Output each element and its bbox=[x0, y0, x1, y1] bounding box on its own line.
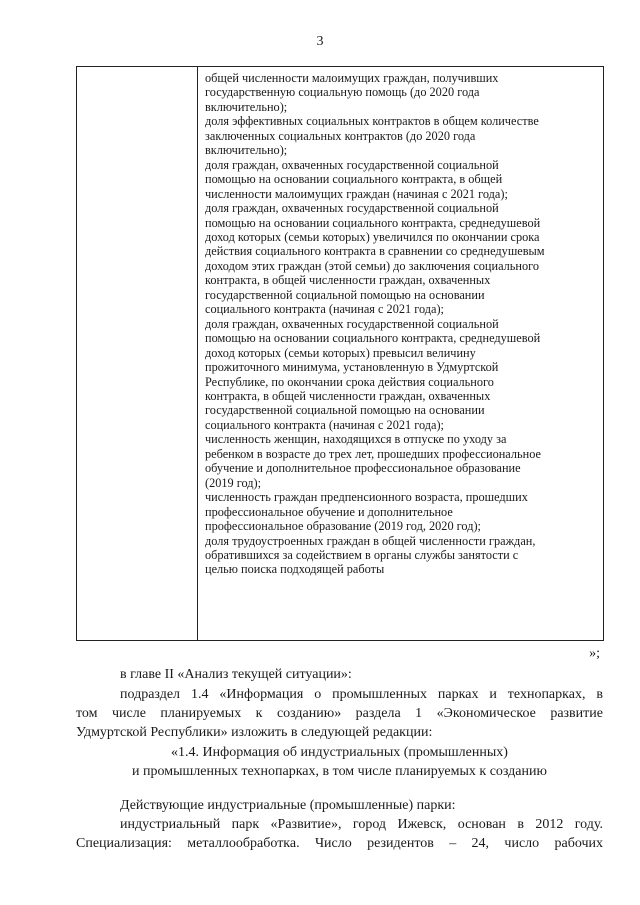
indicator-line: государственной социальной помощью на основании bbox=[205, 403, 485, 418]
indicator-line: численность граждан предпенсионного возраста, прошедших bbox=[205, 490, 528, 505]
subsection-instruction-line2: том числе планируемых к созданию» раздела 1 «Экономическое развитие bbox=[76, 706, 603, 721]
indicator-line: помощью на основании социального контракта, в общей bbox=[205, 172, 503, 187]
indicator-line: доля граждан, охваченных государственной социальной bbox=[205, 316, 499, 331]
indicator-line: помощью на основании социального контракта, среднедушевой bbox=[205, 331, 541, 346]
indicator-line: контракта, в общей численности граждан, охваченных bbox=[205, 273, 491, 288]
chapter-instruction: в главе II «Анализ текущей ситуации»: bbox=[120, 667, 352, 682]
indicator-line: доход которых (семьи которых) превысил величину bbox=[205, 345, 476, 360]
indicator-line: ребенком в возрасте до трех лет, прошедших профессиональное bbox=[205, 446, 541, 461]
table-column-divider bbox=[197, 67, 198, 640]
parks-intro: Действующие индустриальные (промышленные) парки: bbox=[120, 798, 456, 813]
indicator-line: профессиональное обучение и дополнительное bbox=[205, 504, 453, 519]
indicator-line: профессиональное образование (2019 год, 2020 год); bbox=[205, 519, 481, 534]
indicator-line: (2019 год); bbox=[205, 475, 262, 490]
indicator-line: доля трудоустроенных граждан в общей численности граждан, bbox=[205, 533, 536, 548]
indicator-line: государственную социальную помощь (до 2020 года bbox=[205, 85, 480, 100]
indicator-line: социального контракта (начиная с 2021 года); bbox=[205, 417, 444, 432]
indicator-line: государственной социальной помощью на основании bbox=[205, 287, 485, 302]
indicator-line: прожиточного минимума, установленную в Удмуртской bbox=[205, 360, 499, 375]
indicator-table bbox=[76, 66, 604, 641]
indicator-line: доля эффективных социальных контрактов в общем количестве bbox=[205, 114, 539, 129]
indicator-line: социального контракта (начиная с 2021 года); bbox=[205, 302, 444, 317]
page-number: 3 bbox=[316, 34, 324, 49]
indicator-line: численность женщин, находящихся в отпуске по уходу за bbox=[205, 432, 507, 447]
section-heading-line2: и промышленных технопарках, в том числе планируемых к созданию bbox=[132, 764, 547, 779]
indicator-line: включительно); bbox=[205, 99, 288, 114]
indicator-line: обратившихся за содействием в органы службы занятости с bbox=[205, 547, 519, 562]
indicator-line: доход которых (семьи которых) увеличился по окончании срока bbox=[205, 229, 540, 244]
indicator-line: контракта, в общей численности граждан, охваченных bbox=[205, 388, 491, 403]
subsection-instruction-line1: подраздел 1.4 «Информация о промышленных парках и технопарках, в bbox=[120, 687, 603, 702]
indicator-line: обучение и дополнительное профессиональное образование bbox=[205, 461, 521, 476]
indicators-cell bbox=[205, 71, 597, 577]
indicator-line: помощью на основании социального контракта, среднедушевой bbox=[205, 215, 541, 230]
indicator-line: заключенных социальных контрактов (до 2020 года bbox=[205, 128, 476, 143]
indicator-line: включительно); bbox=[205, 143, 288, 158]
park-description-line2: Специализация: металлообработка. Число резидентов – 24, число рабочих bbox=[76, 836, 603, 851]
indicator-line: общей численности малоимущих граждан, получивших bbox=[205, 71, 499, 85]
park-description-line1: индустриальный парк «Развитие», город Ижевск, основан в 2012 году. bbox=[120, 817, 603, 832]
indicator-line: действия социального контракта в сравнении со среднедушевым bbox=[205, 244, 545, 259]
subsection-instruction-line3: Удмуртской Республики» изложить в следующей редакции: bbox=[76, 725, 433, 740]
indicator-line: доля граждан, охваченных государственной социальной bbox=[205, 201, 499, 216]
indicator-line: доходом этих граждан (этой семьи) до заключения социального bbox=[205, 258, 540, 273]
indicator-line: численности малоимущих граждан (начиная с 2021 года); bbox=[205, 186, 508, 201]
indicator-line: доля граждан, охваченных государственной социальной bbox=[205, 157, 499, 172]
closing-quote: »; bbox=[589, 646, 600, 661]
indicator-line: Республике, по окончании срока действия социального bbox=[205, 374, 494, 389]
indicator-line: целью поиска подходящей работы bbox=[205, 562, 385, 577]
section-heading-line1: «1.4. Информация об индустриальных (промышленных) bbox=[171, 745, 508, 760]
